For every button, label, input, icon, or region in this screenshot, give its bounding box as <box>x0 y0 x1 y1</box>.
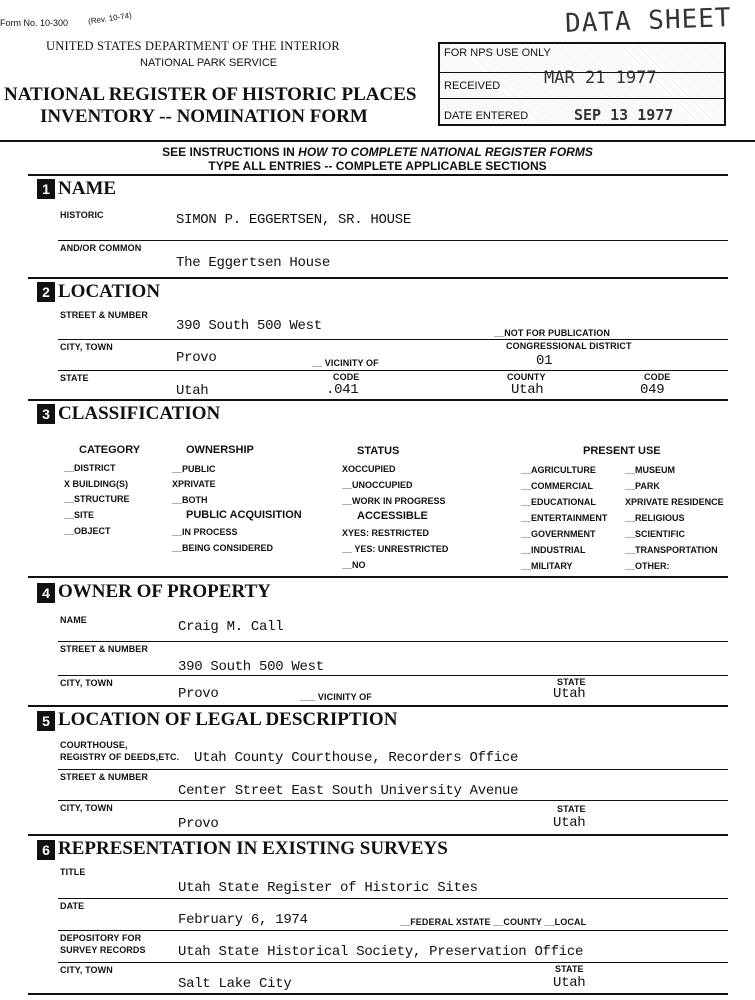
s6-bottom-rule <box>28 993 728 995</box>
s2-state-value: Utah <box>176 383 209 399</box>
form-title-line1: NATIONAL REGISTER OF HISTORIC PLACES <box>4 84 417 105</box>
depository-value: Utah State Historical Society, Preservation Office <box>178 944 584 960</box>
status-header: STATUS <box>357 445 400 457</box>
owner-name-value: Craig M. Call <box>178 619 284 635</box>
form-title-line2: INVENTORY -- NOMINATION FORM <box>40 106 368 127</box>
s5-city-label: CITY, TOWN <box>60 803 113 813</box>
courthouse-label: COURTHOUSE, <box>60 740 128 750</box>
nps-use-box <box>438 42 726 126</box>
s2-rule1 <box>58 339 728 340</box>
accessible-header: ACCESSIBLE <box>357 510 428 522</box>
present-use-option: __EDUCATIONAL <box>521 497 596 507</box>
s6-top-rule <box>28 834 728 836</box>
ownership-header: OWNERSHIP <box>186 444 254 456</box>
s6-city-label: CITY, TOWN <box>60 965 113 975</box>
s6-city-value: Salt Lake City <box>178 976 292 992</box>
service-name: NATIONAL PARK SERVICE <box>140 57 278 69</box>
nps-use-label: FOR NPS USE ONLY <box>444 47 551 59</box>
s2-code2-value: 049 <box>640 382 665 398</box>
present-use-option: __RELIGIOUS <box>625 513 685 523</box>
s2-code-value: .041 <box>326 382 359 398</box>
s5-street-value: Center Street East South University Avenue <box>178 783 519 799</box>
status-option: __UNOCCUPIED <box>342 480 413 490</box>
s5-top-rule <box>28 705 728 707</box>
s5-state-label: STATE <box>557 804 586 814</box>
s2-city-value: Provo <box>176 350 217 366</box>
survey-title-value: Utah State Register of Historic Sites <box>178 880 478 896</box>
instructions-line1: SEE INSTRUCTIONS IN HOW TO COMPLETE NATIONAL REGISTER FORMS <box>162 145 593 159</box>
s5-city-value: Provo <box>178 816 219 832</box>
acquisition-option: __IN PROCESS <box>172 527 238 537</box>
category-option: __DISTRICT <box>64 463 116 473</box>
form-number: Form No. 10-300 <box>0 18 69 28</box>
s2-code-label: CODE <box>333 372 360 382</box>
depository-label1: DEPOSITORY FOR <box>60 933 142 943</box>
owner-name-label: NAME <box>60 615 87 625</box>
s4-top-rule <box>28 576 728 578</box>
survey-date-value: February 6, 1974 <box>178 912 308 928</box>
s6-rule1 <box>58 898 728 899</box>
s6-rule3 <box>58 962 728 963</box>
congressional-district-label: CONGRESSIONAL DISTRICT <box>506 341 632 351</box>
s2-vicinity: __ VICINITY OF <box>312 358 379 368</box>
s2-street-value: 390 South 500 West <box>176 318 322 334</box>
instructions-line2: TYPE ALL ENTRIES -- COMPLETE APPLICABLE SECTIONS <box>208 159 547 173</box>
s2-title: LOCATION <box>58 281 161 302</box>
s3-top-rule <box>28 399 728 401</box>
congressional-district-value: 01 <box>536 353 553 369</box>
s5-street-label: STREET & NUMBER <box>60 772 149 782</box>
s1-rule1 <box>58 240 728 241</box>
received-stamp: MAR 21 1977 <box>544 68 657 88</box>
s5-title: LOCATION OF LEGAL DESCRIPTION <box>58 709 398 730</box>
present-use-option: __COMMERCIAL <box>521 481 594 491</box>
s2-street-label: STREET & NUMBER <box>60 310 149 320</box>
category-option: __SITE <box>64 510 95 520</box>
s2-top-rule <box>28 277 728 279</box>
registry-label: REGISTRY OF DEEDS,ETC. <box>60 752 180 762</box>
received-label: RECEIVED <box>444 80 501 92</box>
historic-label: HISTORIC <box>60 210 104 220</box>
accessible-option: __NO <box>342 560 366 570</box>
date-entered-stamp: SEP 13 1977 <box>574 106 674 124</box>
form-revision: (Rev. 10-74) <box>87 10 133 27</box>
s2-county-label: COUNTY <box>507 372 546 382</box>
s4-state-value: Utah <box>553 686 586 702</box>
courthouse-value: Utah County Courthouse, Recorders Office <box>194 750 519 766</box>
ownership-option: XPRIVATE <box>172 479 216 489</box>
present-use-option: __MILITARY <box>521 561 573 571</box>
s1-title: NAME <box>58 178 117 199</box>
present-use-option: __OTHER: <box>625 561 670 571</box>
s2-state-label: STATE <box>60 373 89 383</box>
present-use-option: __PARK <box>625 481 660 491</box>
historic-name-value: SIMON P. EGGERTSEN, SR. HOUSE <box>176 212 411 228</box>
s4-city-label: CITY, TOWN <box>60 678 113 688</box>
depository-label2: SURVEY RECORDS <box>60 945 146 955</box>
header-divider <box>0 140 755 142</box>
category-header: CATEGORY <box>79 444 141 456</box>
ownership-option: __PUBLIC <box>172 464 216 474</box>
present-use-option: __TRANSPORTATION <box>625 545 718 555</box>
survey-levels: __FEDERAL XSTATE __COUNTY __LOCAL <box>400 917 587 927</box>
s4-city-value: Provo <box>178 686 219 702</box>
s6-state-value: Utah <box>553 975 586 991</box>
category-option: __OBJECT <box>64 526 111 536</box>
present-use-option: __MUSEUM <box>625 465 676 475</box>
status-option: XOCCUPIED <box>342 464 396 474</box>
s6-rule2 <box>58 930 728 931</box>
s6-title: REPRESENTATION IN EXISTING SURVEYS <box>58 838 448 859</box>
s3-title: CLASSIFICATION <box>58 403 221 424</box>
s6-state-label: STATE <box>555 964 584 974</box>
s2-city-label: CITY, TOWN <box>60 342 113 352</box>
s5-rule2 <box>58 800 728 801</box>
s4-rule1 <box>58 641 728 642</box>
s4-street-value: 390 South 500 West <box>178 659 324 675</box>
s2-code2-label: CODE <box>644 372 671 382</box>
present-use-option: __ENTERTAINMENT <box>521 513 608 523</box>
s4-number: 4 <box>37 583 55 603</box>
s5-state-value: Utah <box>553 815 586 831</box>
present-use-option: __GOVERNMENT <box>521 529 596 539</box>
s4-vicinity: ___ VICINITY OF <box>300 692 372 702</box>
common-name-label: AND/OR COMMON <box>60 243 142 253</box>
survey-title-label: TITLE <box>60 867 86 877</box>
public-acquisition-header: PUBLIC ACQUISITION <box>186 509 302 521</box>
not-for-publication: __NOT FOR PUBLICATION <box>494 328 610 338</box>
s4-state-label: STATE <box>557 677 586 687</box>
department-name: UNITED STATES DEPARTMENT OF THE INTERIOR <box>46 39 340 53</box>
acquisition-option: __BEING CONSIDERED <box>172 543 274 553</box>
s2-county-value: Utah <box>511 382 544 398</box>
s1-number: 1 <box>37 179 55 199</box>
s4-street-label: STREET & NUMBER <box>60 644 149 654</box>
present-use-option: __SCIENTIFIC <box>625 529 686 539</box>
s1-top-rule <box>28 174 728 176</box>
date-entered-label: DATE ENTERED <box>444 110 529 122</box>
common-name-value: The Eggertsen House <box>176 255 330 271</box>
present-use-option: __AGRICULTURE <box>521 465 596 475</box>
category-option: __STRUCTURE <box>64 494 130 504</box>
s5-number: 5 <box>37 711 55 731</box>
s4-title: OWNER OF PROPERTY <box>58 581 271 602</box>
s2-number: 2 <box>37 282 55 302</box>
s5-rule1 <box>58 769 728 770</box>
s6-number: 6 <box>37 840 55 860</box>
s2-rule2 <box>58 370 728 371</box>
present-use-header: PRESENT USE <box>583 445 661 457</box>
data-sheet-stamp: DATA SHEET <box>564 3 733 39</box>
ownership-option: __BOTH <box>172 495 208 505</box>
status-option: __WORK IN PROGRESS <box>342 496 446 506</box>
accessible-option: __ YES: UNRESTRICTED <box>342 544 449 554</box>
s4-rule2 <box>58 675 728 676</box>
present-use-option: __INDUSTRIAL <box>521 545 586 555</box>
s3-number: 3 <box>37 404 55 424</box>
accessible-option: XYES: RESTRICTED <box>342 528 430 538</box>
survey-date-label: DATE <box>60 901 85 911</box>
present-use-option: XPRIVATE RESIDENCE <box>625 497 724 507</box>
category-option: X BUILDING(S) <box>64 479 128 489</box>
